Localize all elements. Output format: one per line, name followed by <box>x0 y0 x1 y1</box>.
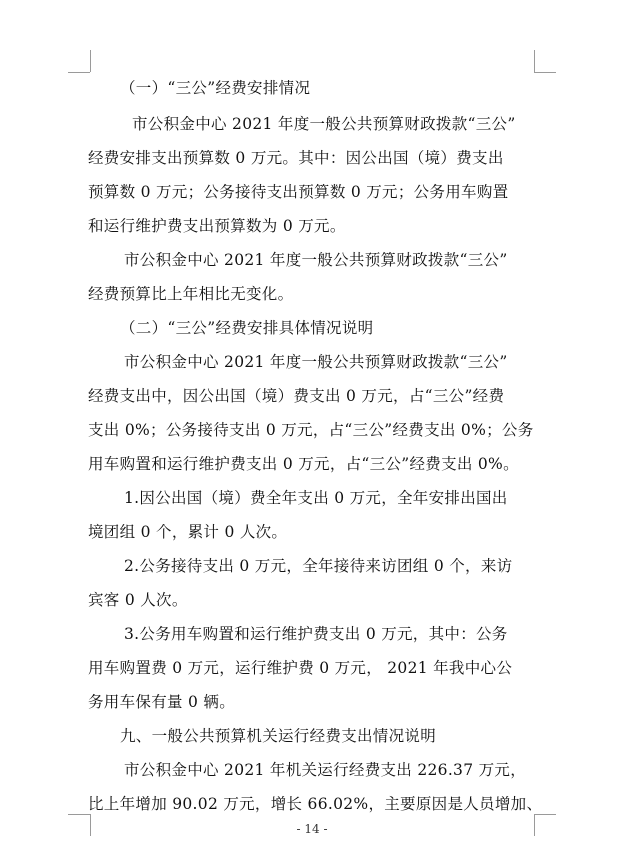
crop-mark-top-left-v <box>90 50 91 72</box>
page-number: - 14 - <box>296 822 328 836</box>
paragraph-line: 2.公务接待支出 0 万元，全年接待来访团组 0 个，来访 <box>124 557 513 575</box>
paragraph-line: 经费安排支出预算数 0 万元。其中：因公出国（境）费支出 <box>88 149 504 167</box>
section-heading: 九、一般公共预算机关运行经费支出情况说明 <box>120 727 437 745</box>
paragraph-line: 经费预算比上年相比无变化。 <box>88 285 294 303</box>
paragraph-line: 3.公务用车购置和运行维护费支出 0 万元，其中：公务 <box>124 625 508 643</box>
paragraph-line: 用车购置和运行维护费支出 0 万元，占“三公”经费支出 0%。 <box>88 455 519 473</box>
section-heading: （一）“三公”经费安排情况 <box>120 79 311 97</box>
crop-mark-bottom-right-h <box>534 814 556 815</box>
paragraph-line: 比上年增加 90.02 万元，增长 66.02%，主要原因是人员增加、 <box>88 795 543 813</box>
crop-mark-top-right-h <box>534 72 556 73</box>
crop-mark-top-right-v <box>534 50 535 72</box>
paragraph-line: 经费支出中，因公出国（境）费支出 0 万元，占“三公”经费 <box>88 387 505 405</box>
paragraph-line: 预算数 0 万元；公务接待支出预算数 0 万元；公务用车购置 <box>88 183 509 201</box>
crop-mark-top-left-h <box>68 72 90 73</box>
paragraph-line: 市公积金中心 2021 年机关运行经费支出 226.37 万元， <box>124 761 526 779</box>
paragraph-line: 市公积金中心 2021 年度一般公共预算财政拨款“三公” <box>124 353 508 371</box>
paragraph-line: 务用车保有量 0 辆。 <box>88 693 236 711</box>
paragraph-line: 市公积金中心 2021 年度一般公共预算财政拨款“三公” <box>132 115 516 133</box>
paragraph-line: 支出 0%；公务接待支出 0 万元，占“三公”经费支出 0%；公务 <box>88 421 534 439</box>
paragraph-line: 和运行维护费支出预算数为 0 万元。 <box>88 217 346 235</box>
paragraph-line: 宾客 0 人次。 <box>88 591 188 609</box>
crop-mark-bottom-left-h <box>68 814 90 815</box>
paragraph-line: 市公积金中心 2021 年度一般公共预算财政拨款“三公” <box>124 251 508 269</box>
paragraph-line: 境团组 0 个，累计 0 人次。 <box>88 523 288 541</box>
paragraph-line: 1.因公出国（境）费全年支出 0 万元，全年安排出国出 <box>124 489 508 507</box>
section-heading: （二）“三公”经费安排具体情况说明 <box>120 319 374 337</box>
paragraph-line: 用车购置费 0 万元，运行维护费 0 万元， 2021 年我中心公 <box>88 659 513 677</box>
